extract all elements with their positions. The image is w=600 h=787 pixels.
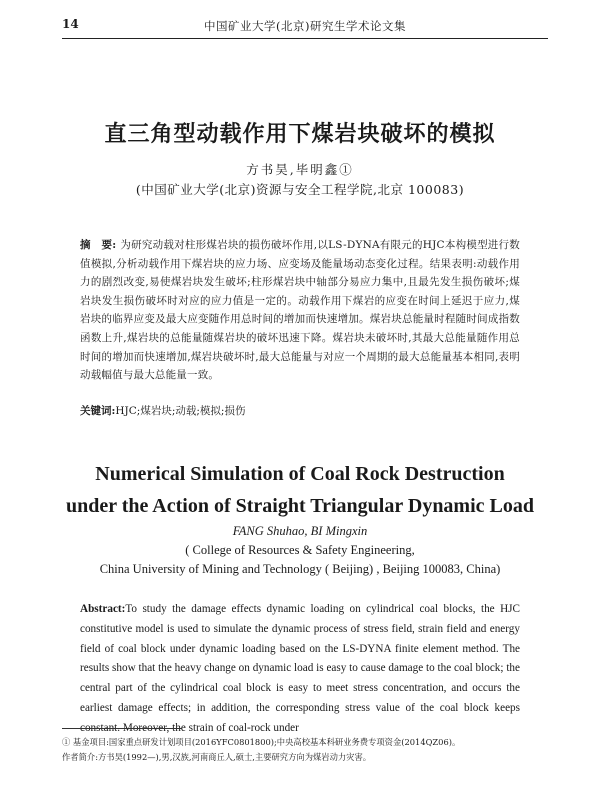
chinese-keywords-text: HJC;煤岩块;动载;模拟;损伤 bbox=[115, 405, 246, 417]
english-title-line-1: Numerical Simulation of Coal Rock Destruction bbox=[95, 463, 505, 485]
chinese-title: 直三角型动载作用下煤岩块破坏的模拟 bbox=[104, 121, 496, 147]
english-abstract-text: To study the damage effects dynamic loading on cylindrical coal blocks, the HJC constitutive model is used to simulate the dynamic process of stress field, strain field and energy field of coal block under dynamic loading based on the LS-DYNA finite element method. The results show that the heavy change on dynamic load is easy to cause damage to the coal block; the central part of the cylindrical coal block is easy to meet stress concentration, and occurs the earliest damage effects; in addition, the corresponding stress value of the coal block keeps constant. Moreover, the strain of coal-rock under bbox=[80, 603, 520, 734]
chinese-authors: 方书昊,毕明鑫① bbox=[246, 162, 354, 177]
chinese-abstract-label: 摘 要: bbox=[80, 239, 117, 251]
running-head: 中国矿业大学(北京)研究生学术论文集 bbox=[204, 19, 406, 33]
header-rule bbox=[62, 38, 548, 39]
chinese-abstract bbox=[80, 236, 520, 385]
english-title-line-2: under the Action of Straight Triangular Dynamic Load bbox=[65, 495, 534, 517]
english-title bbox=[0, 458, 600, 522]
footnote-author-bio: 作者简介:方书昊(1992—),男,汉族,河南商丘人,硕士,主要研究方向为煤岩动力灾害。 bbox=[62, 752, 372, 762]
page-header bbox=[62, 17, 548, 37]
english-abstract bbox=[80, 600, 520, 739]
english-affiliation-line-2: China University of Mining and Technology ( Beijing) , Beijing 100083, China) bbox=[99, 562, 501, 576]
page-number: 14 bbox=[62, 17, 79, 31]
chinese-affiliation: (中国矿业大学(北京)资源与安全工程学院,北京 100083) bbox=[135, 182, 465, 197]
english-authors: FANG Shuhao, BI Mingxin bbox=[232, 524, 368, 538]
chinese-keywords-label: 关键词: bbox=[80, 405, 116, 417]
footnote-fund: ① 基金项目:国家重点研发计划项目(2016YFC0801800);中央高校基本科研业务费专项资金(2014QZ06)。 bbox=[62, 737, 461, 747]
english-abstract-label: Abstract: bbox=[80, 603, 126, 615]
footnote-rule bbox=[62, 728, 182, 729]
chinese-keywords bbox=[80, 402, 520, 420]
english-affiliation-line-1: ( College of Resources & Safety Engineering, bbox=[185, 543, 415, 557]
chinese-abstract-text: 为研究动载对柱形煤岩块的损伤破坏作用,以LS-DYNA有限元的HJC本构模型进行数值模拟,分析动载作用下煤岩块的应力场、应变场及能量场动态变化过程。结果表明:动载作用力的剧烈改变,易使煤岩块发生破坏;柱形煤岩块中轴部分易应力集中,且最先发生损伤破坏;煤岩块发生损伤破坏时对应的应力值是一定的。动载作用下煤岩的应变在时间上延迟于应力,煤岩块的临界应变及最大应变随作用总时间的增加而快速增加。煤岩块总能量时程随时间成指数函数上升,煤岩块的总能量随煤岩块的破坏迅速下降。煤岩块未破坏时,其最大总能量随作用总时间的增加而快速增加,煤岩块破坏时,最大总能量与对应一个周期的最大总能量基本相同,表明动载幅值与最大总能量一致。 bbox=[80, 239, 521, 382]
